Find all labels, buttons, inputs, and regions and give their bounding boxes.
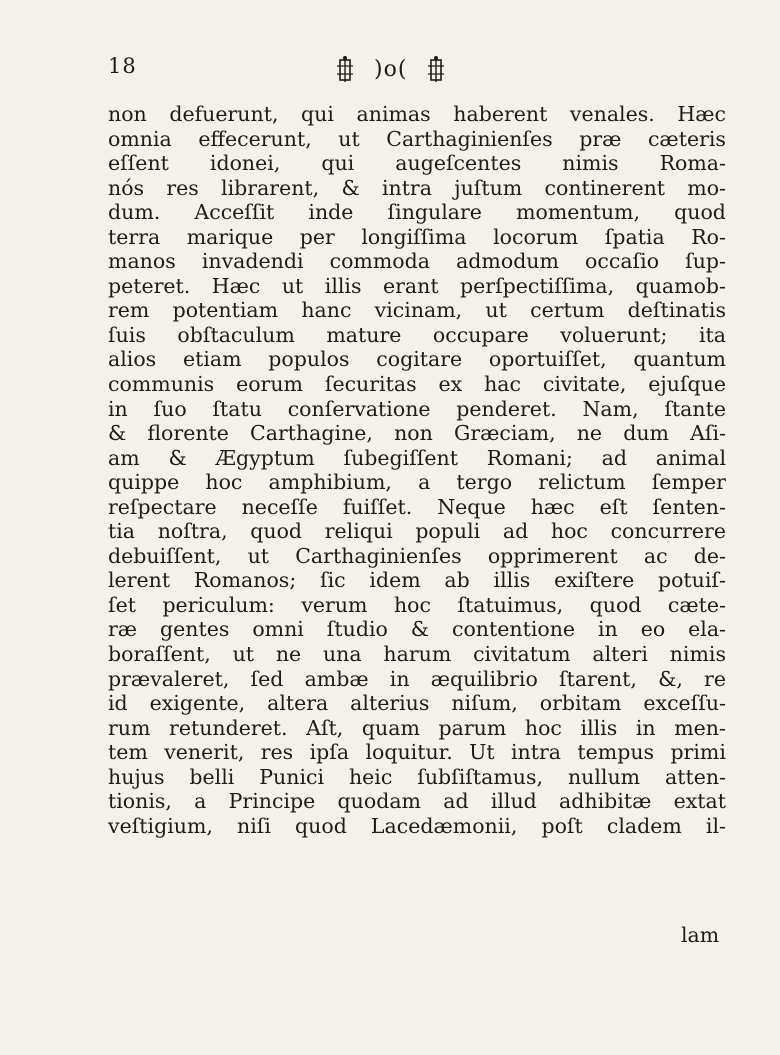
word: intra [381,175,432,200]
word: nimis [669,642,726,667]
word: non [108,102,147,126]
text-line [108,544,726,569]
word: potentiam [172,298,279,323]
text-line [108,667,726,692]
word: ne [275,642,302,667]
word: hoc [524,715,562,740]
word: florente [147,421,229,446]
word: ambæ [304,666,369,691]
word: gentes [160,617,230,642]
word: animal [655,445,726,470]
word: cladem [606,813,682,838]
word: ex [438,372,463,397]
word: illis [493,568,531,593]
word: & [108,421,127,446]
word: hanc [301,298,352,323]
word: tia [108,519,136,544]
word: conſervatione [287,396,431,421]
word: effecerunt, [198,126,312,151]
text-line [108,495,726,520]
word: cæteris [647,126,726,151]
running-header [108,52,724,86]
word: per [299,224,335,249]
word: Græciam, [453,421,556,446]
word: quippe [108,470,180,495]
word: Aſi- [690,421,726,446]
word: quod [250,519,303,544]
word: tergo [456,470,513,495]
word: adhibitæ [559,789,652,814]
word: civitate, [542,372,627,397]
word: mature [326,322,402,347]
word: ſtante [664,396,726,421]
word: intra [511,740,562,765]
word: loquitur. [365,740,453,765]
word: exiſtere [554,568,635,593]
ornament-center-mark: )o( [374,56,408,82]
word: qui [301,102,334,126]
word: dum. [108,200,161,225]
word: ut [247,543,270,568]
word: invadendi [201,249,304,274]
word: boraſſent, [108,642,211,667]
word: oportuiſſet, [488,347,607,372]
word: hæc [530,494,575,519]
text-line [108,372,726,397]
word: Aſt, [306,715,344,740]
word: marique [186,224,274,249]
word: quod [674,200,726,225]
word: ſic [320,568,346,593]
word: relictum [538,470,626,495]
word: nós [108,175,145,200]
word: de- [693,543,726,568]
word: concurrere [610,519,726,544]
header-ornament [334,52,504,86]
word: librarent, [221,175,320,200]
word: juſtum [454,175,523,200]
word: locorum [493,224,579,249]
word: hoc [550,519,588,544]
word: nimis [562,151,619,176]
word: & [168,445,187,470]
word: & [410,617,430,642]
text-line [108,765,726,790]
word: ut [232,642,255,667]
word: debuiſſent, [108,543,222,568]
word: exceſſu- [643,691,726,716]
word: eſt [599,494,628,519]
word: & [341,175,360,200]
word: verum [301,592,368,617]
word: extat [673,789,726,814]
word: neceſſe [241,494,318,519]
word: opprimerent [487,543,618,568]
word: in [389,666,410,691]
text-line [108,397,726,422]
word: nullum [567,764,641,789]
word: exigente, [149,691,246,716]
word: momentum, [516,200,641,225]
word: æquilibrio [430,666,538,691]
word: rum [108,715,151,740]
word: reliqui [324,519,393,544]
word: alios [108,347,157,372]
word: ſtatu [212,396,262,421]
word: harum [383,642,452,667]
word: hujus [108,764,165,789]
word: cogitare [376,347,463,372]
word: ac [643,543,668,568]
text-line [108,642,726,667]
word: etiam [182,347,242,372]
word: cæte- [667,592,726,617]
word: re [704,666,726,691]
text-line [108,446,726,471]
text-line [108,421,726,446]
word: erant [382,273,439,298]
word: dum [623,421,669,446]
word: &, [658,666,683,691]
word: Lacedæmonii, [370,813,518,838]
word: niſum, [451,691,518,716]
word: tempus [577,740,655,765]
text-line [108,593,726,618]
right-fleuron-icon [425,54,447,84]
body-text [108,102,726,838]
catchword: lam [681,923,720,947]
word: illis [324,273,362,298]
word: fuiſſet. [342,494,413,519]
word: altera [267,691,329,716]
word: eorum [236,372,303,397]
word: il- [705,813,726,838]
word: ab [444,568,470,593]
word: orbitam [539,691,622,716]
word: ſecuritas [324,372,417,397]
word: ad [502,519,529,544]
word: una [322,642,362,667]
text-line [108,568,726,593]
word: men- [674,715,726,740]
word: animas [356,102,431,126]
word: ſubſiſtamus, [417,764,544,789]
word: ne [576,421,603,446]
word: venales. [569,102,655,126]
word: peteret. [108,273,191,298]
word: ſtatuimus, [457,592,564,617]
word: augeſcentes [395,151,522,176]
word: am [108,445,140,470]
word: eſſent [108,151,169,176]
text-line [108,225,726,250]
text-line [108,176,726,201]
word: manos [108,249,176,274]
word: quamob- [635,273,726,298]
word: lerent [108,568,171,593]
word: reſpectare [108,494,217,519]
word: prævaleret, [108,666,230,691]
text-line [108,200,726,225]
word: venerit, [164,740,245,765]
word: Ut [469,740,495,765]
word: res [166,175,199,200]
word: ſtarent, [559,666,637,691]
text-line [108,716,726,741]
word: amphibium, [268,470,392,495]
word: ita [698,322,726,347]
word: tem [108,740,148,765]
text-line [108,249,726,274]
word: in [635,715,656,740]
word: primi [670,740,726,765]
word: hoc [393,592,431,617]
word: belli [189,764,235,789]
word: ad [601,445,628,470]
word: ſubegiſſent [343,445,458,470]
word: Acceſſit [194,200,275,225]
word: Ro- [691,224,726,249]
word: parum [438,715,507,740]
word: hoc [205,470,243,495]
word: illud [490,789,537,814]
word: deſtinatis [627,298,726,323]
word: retunderet. [169,715,288,740]
word: poſt [541,813,583,838]
word: quod [295,813,347,838]
word: Carthaginienſes [295,543,462,568]
word: omni [252,617,304,642]
word: id [108,691,128,716]
word: ſuo [153,396,187,421]
word: Nam, [582,396,639,421]
word: in [598,617,618,642]
word: terra [108,224,161,249]
word: quam [361,715,420,740]
word: Punici [259,764,325,789]
page-number: 18 [108,54,137,78]
word: in [108,396,128,421]
word: rem [108,298,150,323]
word: penderet. [456,396,557,421]
word: Hæc [677,102,726,126]
word: continerent [544,175,666,200]
word: quod [589,592,642,617]
text-line [108,617,726,642]
word: ela- [688,617,726,642]
word: ſpatia [604,224,665,249]
text-line [108,298,726,323]
word: Hæc [211,273,261,298]
word: ad [443,789,469,814]
word: res [260,740,294,765]
word: veſtigium, [108,813,213,838]
word: Ægyptum [215,445,315,470]
text-line [108,691,726,716]
text-line [108,789,726,814]
word: Roma- [659,151,726,176]
word: Principe [228,789,316,814]
text-line [108,740,726,765]
word: tionis, [108,789,172,814]
word: commoda [329,249,430,274]
text-line [108,519,726,544]
word: defuerunt, [169,102,279,126]
word: ſed [250,666,284,691]
text-line [108,274,726,299]
word: potuiſ- [657,568,726,593]
word: voluerunt; [560,322,668,347]
left-fleuron-icon [334,54,356,84]
word: quodam [337,789,421,814]
word: longiſſima [361,224,467,249]
word: hac [484,372,521,397]
word: mo- [687,175,726,200]
word: civitatum [473,642,571,667]
word: ſup- [685,249,726,274]
word: alterius [350,691,430,716]
word: illis [580,715,618,740]
text-line [108,151,726,176]
word: communis [108,372,215,397]
word: eo [640,617,666,642]
word: occaſio [585,249,660,274]
word: vicinam, [374,298,463,323]
word: ræ [108,617,138,642]
word: ſtudio [326,617,388,642]
word: ut [338,126,360,151]
text-line [108,323,726,348]
word: contentione [451,617,576,642]
word: ſemper [651,470,726,495]
word: ipſa [309,740,350,765]
word: idonei, [209,151,281,176]
word: non [394,421,433,446]
text-line [108,814,726,839]
word: obſtaculum [177,322,295,347]
text-line [108,102,726,127]
word: Neque [437,494,506,519]
word: ſenten- [652,494,726,519]
word: noſtra, [157,519,228,544]
word: idem [369,568,421,593]
word: admodum [456,249,559,274]
word: niſi [237,813,271,838]
word: occupare [432,322,529,347]
word: ejuſque [648,372,726,397]
word: inde [308,200,354,225]
text-line [108,127,726,152]
word: præ [579,126,622,151]
word: ſet [108,592,136,617]
word: a [418,470,431,495]
text-line [108,347,726,372]
word: ut [485,298,507,323]
word: perſpectiſſima, [460,273,615,298]
word: haberent [453,102,548,126]
word: ſuis [108,322,146,347]
word: periculum: [162,592,275,617]
word: a [194,789,207,814]
word: Carthagine, [250,421,373,446]
text-line [108,470,726,495]
word: qui [321,151,355,176]
word: ſingulare [387,200,482,225]
word: alteri [592,642,648,667]
word: certum [530,298,605,323]
word: heic [348,764,393,789]
word: quantum [633,347,726,372]
word: Romanos; [193,568,297,593]
word: populi [415,519,481,544]
word: Carthaginienſes [386,126,553,151]
word: ut [281,273,304,298]
word: populos [268,347,350,372]
word: Romani; [486,445,573,470]
word: omnia [108,126,172,151]
word: atten- [665,764,726,789]
